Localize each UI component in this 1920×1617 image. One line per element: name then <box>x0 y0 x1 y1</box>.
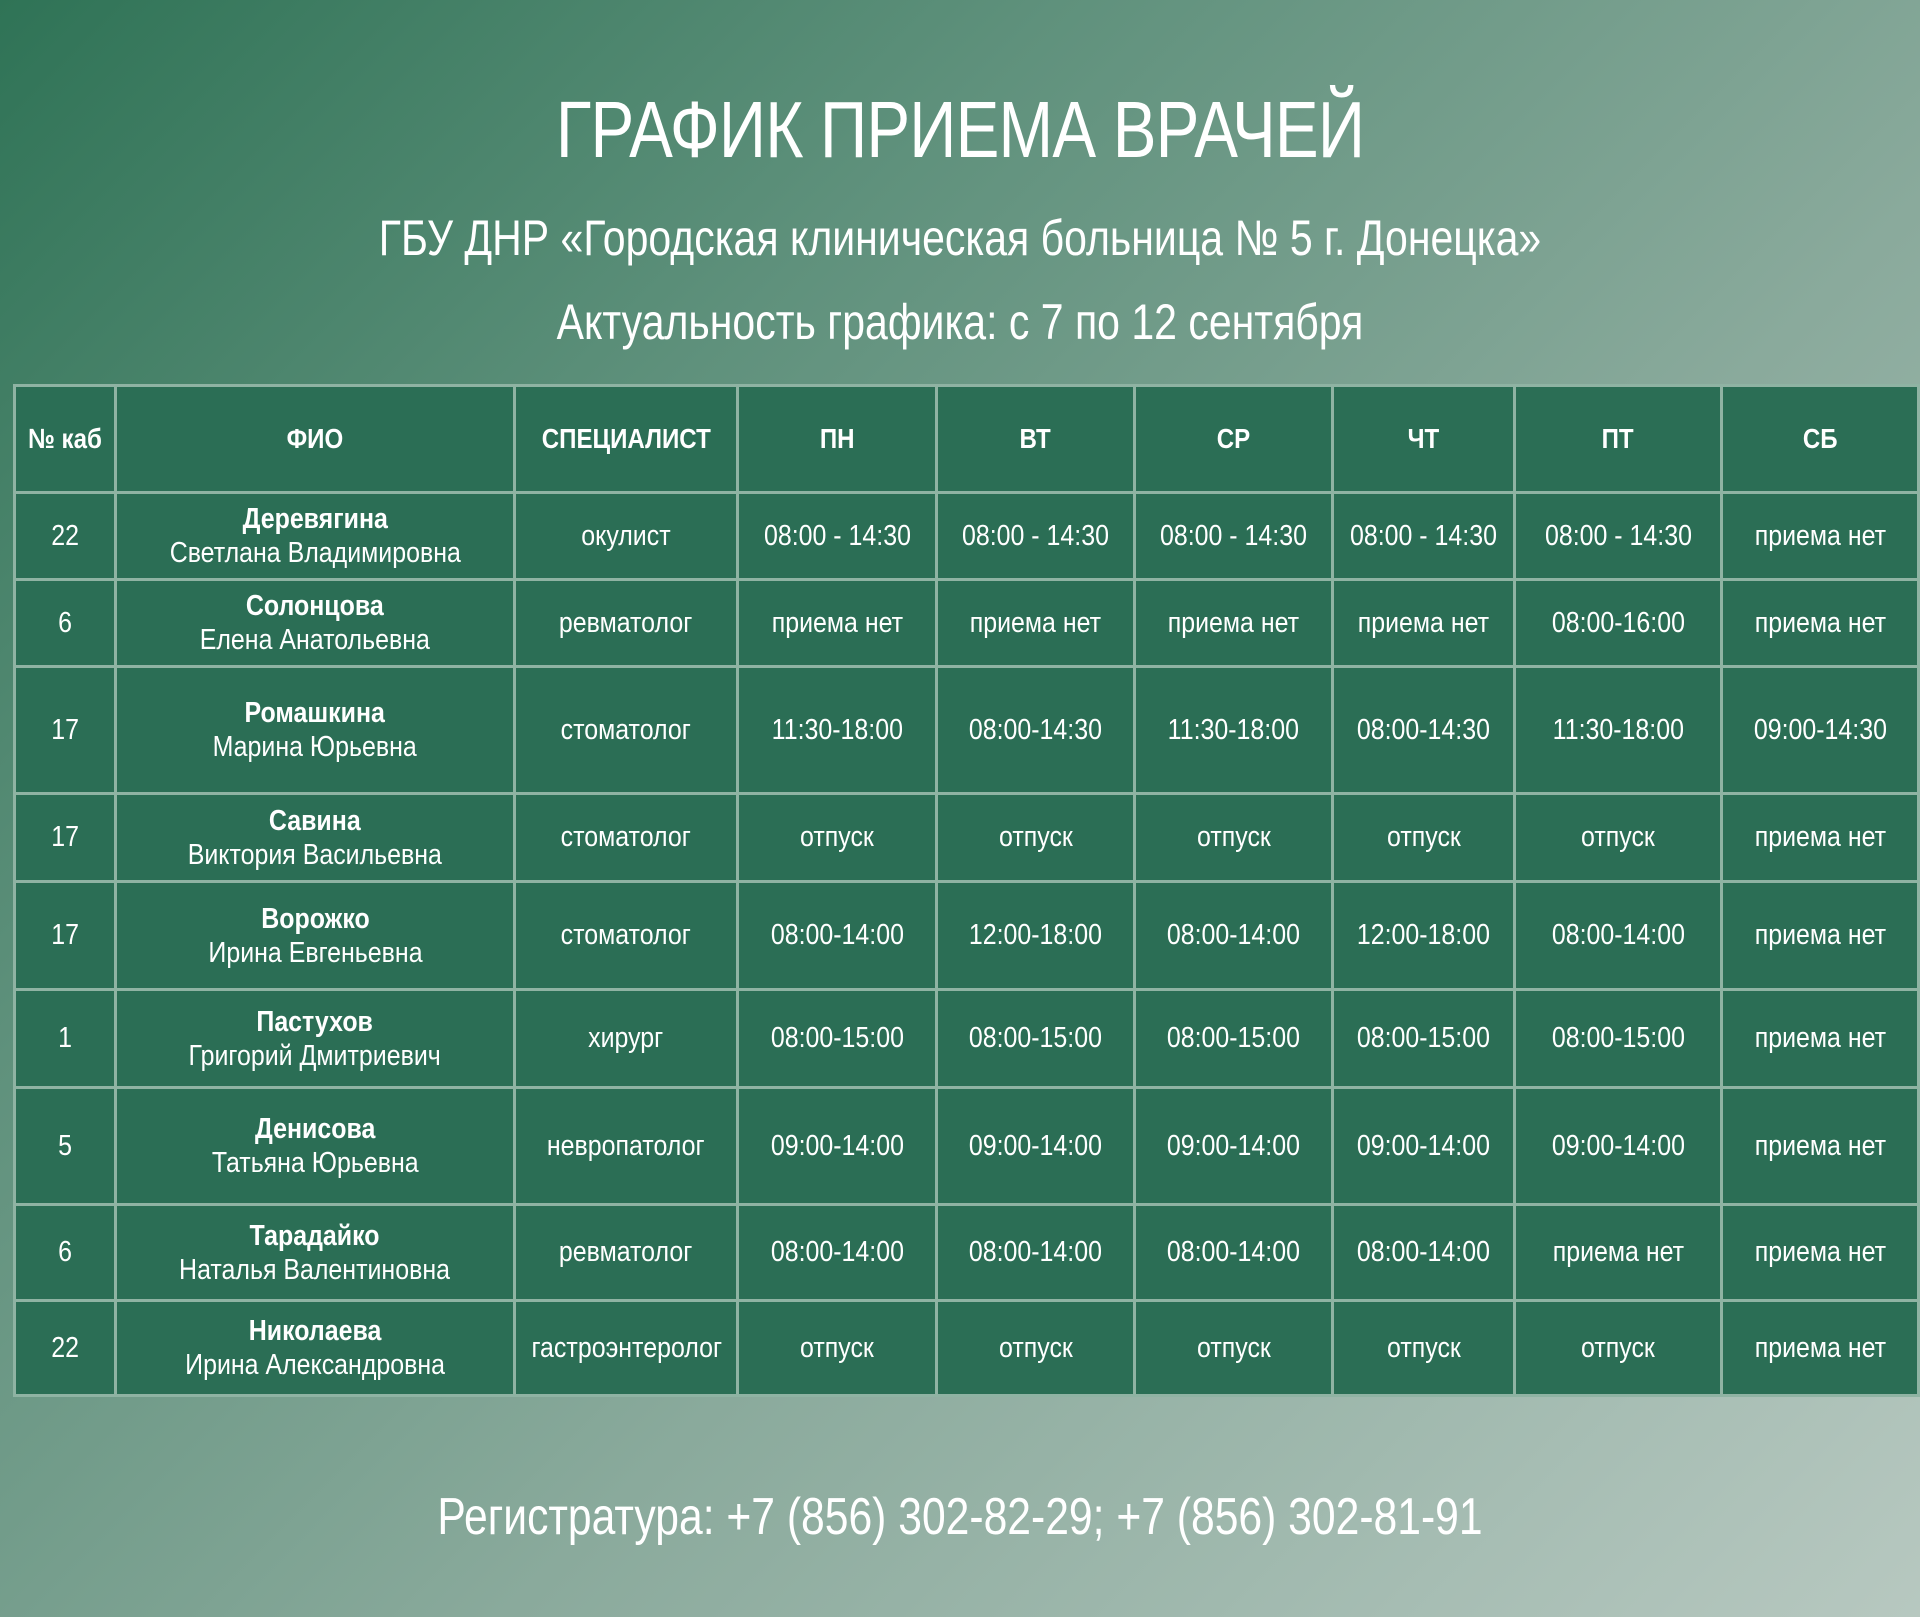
schedule-thu: 08:00 - 14:30 <box>1333 493 1515 580</box>
column-header-name: ФИО <box>116 386 515 493</box>
schedule-mon: 11:30-18:00 <box>738 667 937 794</box>
schedule-thu: 08:00-15:00 <box>1333 990 1515 1088</box>
doctor-name <box>116 1205 515 1301</box>
schedule-table <box>13 384 1920 1397</box>
column-header-thu: ЧТ <box>1333 386 1515 493</box>
doctor-name <box>116 580 515 667</box>
schedule-sat: 09:00-14:30 <box>1722 667 1919 794</box>
doctor-given-names: Ирина Александровна <box>185 1349 445 1381</box>
specialty: гастроэнтеролог <box>515 1301 738 1396</box>
specialty: стоматолог <box>515 667 738 794</box>
schedule-tue: 08:00-14:30 <box>937 667 1135 794</box>
doctor-given-names: Марина Юрьевна <box>212 731 418 763</box>
schedule-validity: Актуальность графика: с 7 по 12 сентября <box>556 294 1364 350</box>
schedule-sat: приема нет <box>1722 794 1919 882</box>
doctor-surname: Ворожко <box>260 902 370 935</box>
schedule-wed: 11:30-18:00 <box>1135 667 1333 794</box>
schedule-wed: 08:00-15:00 <box>1135 990 1333 1088</box>
doctor-name <box>116 1301 515 1396</box>
schedule-fri: 11:30-18:00 <box>1515 667 1722 794</box>
table-row <box>15 882 1919 990</box>
room-number: 17 <box>15 882 116 990</box>
schedule-fri: отпуск <box>1515 1301 1722 1396</box>
schedule-fri: приема нет <box>1515 1205 1722 1301</box>
schedule-fri: отпуск <box>1515 794 1722 882</box>
doctor-given-names: Светлана Владимировна <box>169 537 461 569</box>
table-row <box>15 794 1919 882</box>
schedule-wed: отпуск <box>1135 794 1333 882</box>
schedule-mon: 09:00-14:00 <box>738 1088 937 1205</box>
table-header-row <box>15 386 1919 493</box>
schedule-wed: отпуск <box>1135 1301 1333 1396</box>
doctor-given-names: Григорий Дмитриевич <box>188 1039 442 1072</box>
doctor-name <box>116 794 515 882</box>
column-header-sat: СБ <box>1722 386 1919 493</box>
room-number: 17 <box>15 667 116 794</box>
doctor-surname: Савина <box>269 804 361 837</box>
room-number: 5 <box>15 1088 116 1205</box>
doctor-name <box>116 493 515 580</box>
specialty: хирург <box>515 990 738 1088</box>
column-header-fri: ПТ <box>1515 386 1722 493</box>
doctor-name <box>116 667 515 794</box>
schedule-thu: приема нет <box>1333 580 1515 667</box>
schedule-wed: 08:00-14:00 <box>1135 1205 1333 1301</box>
table-row <box>15 990 1919 1088</box>
specialty: ревматолог <box>515 1205 738 1301</box>
table-row <box>15 1205 1919 1301</box>
schedule-tue: 08:00 - 14:30 <box>937 493 1135 580</box>
doctor-given-names: Наталья Валентиновна <box>179 1253 451 1286</box>
column-header-tue: ВТ <box>937 386 1135 493</box>
schedule-tue: 12:00-18:00 <box>937 882 1135 990</box>
schedule-wed: 08:00 - 14:30 <box>1135 493 1333 580</box>
schedule-mon: приема нет <box>738 580 937 667</box>
room-number: 6 <box>15 580 116 667</box>
specialty: окулист <box>515 493 738 580</box>
schedule-sat: приема нет <box>1722 493 1919 580</box>
schedule-mon: отпуск <box>738 1301 937 1396</box>
schedule-tue: 09:00-14:00 <box>937 1088 1135 1205</box>
schedule-thu: 08:00-14:00 <box>1333 1205 1515 1301</box>
schedule-mon: отпуск <box>738 794 937 882</box>
schedule-mon: 08:00-14:00 <box>738 882 937 990</box>
schedule-sat: приема нет <box>1722 882 1919 990</box>
column-header-specialty: СПЕЦИАЛИСТ <box>515 386 738 493</box>
schedule-sat: приема нет <box>1722 1205 1919 1301</box>
schedule-sat: приема нет <box>1722 580 1919 667</box>
schedule-sat: приема нет <box>1722 1088 1919 1205</box>
table-row <box>15 667 1919 794</box>
doctor-given-names: Елена Анатольевна <box>199 624 431 656</box>
table-row <box>15 493 1919 580</box>
doctor-surname: Пастухов <box>256 1005 374 1038</box>
room-number: 22 <box>15 1301 116 1396</box>
doctor-surname: Солонцова <box>246 590 384 622</box>
specialty: стоматолог <box>515 794 738 882</box>
schedule-sat: приема нет <box>1722 990 1919 1088</box>
schedule-wed: 08:00-14:00 <box>1135 882 1333 990</box>
schedule-thu: 12:00-18:00 <box>1333 882 1515 990</box>
hospital-name: ГБУ ДНР «Городская клиническая больница № 5 г. Донецка» <box>378 210 1542 266</box>
table-row <box>15 580 1919 667</box>
column-header-mon: ПН <box>738 386 937 493</box>
doctor-surname: Николаева <box>248 1315 382 1347</box>
schedule-mon: 08:00-15:00 <box>738 990 937 1088</box>
schedule-sat: приема нет <box>1722 1301 1919 1396</box>
doctor-name <box>116 1088 515 1205</box>
room-number: 6 <box>15 1205 116 1301</box>
schedule-thu: отпуск <box>1333 794 1515 882</box>
schedule-tue: 08:00-14:00 <box>937 1205 1135 1301</box>
doctor-given-names: Виктория Васильевна <box>187 838 443 871</box>
doctor-surname: Деревягина <box>242 503 388 535</box>
schedule-thu: 08:00-14:30 <box>1333 667 1515 794</box>
schedule-wed: приема нет <box>1135 580 1333 667</box>
schedule-fri: 08:00-15:00 <box>1515 990 1722 1088</box>
page-title: ГРАФИК ПРИЕМА ВРАЧЕЙ <box>555 85 1365 174</box>
schedule-fri: 08:00-16:00 <box>1515 580 1722 667</box>
schedule-mon: 08:00-14:00 <box>738 1205 937 1301</box>
table-row <box>15 1301 1919 1396</box>
specialty: невропатолог <box>515 1088 738 1205</box>
schedule-thu: отпуск <box>1333 1301 1515 1396</box>
doctor-given-names: Татьяна Юрьевна <box>211 1147 419 1179</box>
schedule-tue: отпуск <box>937 794 1135 882</box>
schedule-mon: 08:00 - 14:30 <box>738 493 937 580</box>
specialty: ревматолог <box>515 580 738 667</box>
schedule-fri: 08:00-14:00 <box>1515 882 1722 990</box>
room-number: 22 <box>15 493 116 580</box>
schedule-wed: 09:00-14:00 <box>1135 1088 1333 1205</box>
doctor-name <box>116 882 515 990</box>
doctor-surname: Денисова <box>254 1113 376 1145</box>
schedule-fri: 09:00-14:00 <box>1515 1088 1722 1205</box>
doctor-given-names: Ирина Евгеньевна <box>207 936 423 969</box>
schedule-fri: 08:00 - 14:30 <box>1515 493 1722 580</box>
registry-phones: Регистратура: +7 (856) 302-82-29; +7 (856) 302-81-91 <box>437 1488 1483 1546</box>
specialty: стоматолог <box>515 882 738 990</box>
doctor-name <box>116 990 515 1088</box>
schedule-tue: 08:00-15:00 <box>937 990 1135 1088</box>
table-row <box>15 1088 1919 1205</box>
schedule-tue: приема нет <box>937 580 1135 667</box>
room-number: 17 <box>15 794 116 882</box>
column-header-wed: СР <box>1135 386 1333 493</box>
schedule-thu: 09:00-14:00 <box>1333 1088 1515 1205</box>
column-header-room: № каб <box>15 386 116 493</box>
doctor-surname: Ромашкина <box>244 697 386 729</box>
schedule-tue: отпуск <box>937 1301 1135 1396</box>
room-number: 1 <box>15 990 116 1088</box>
doctor-surname: Тарадайко <box>249 1219 381 1252</box>
